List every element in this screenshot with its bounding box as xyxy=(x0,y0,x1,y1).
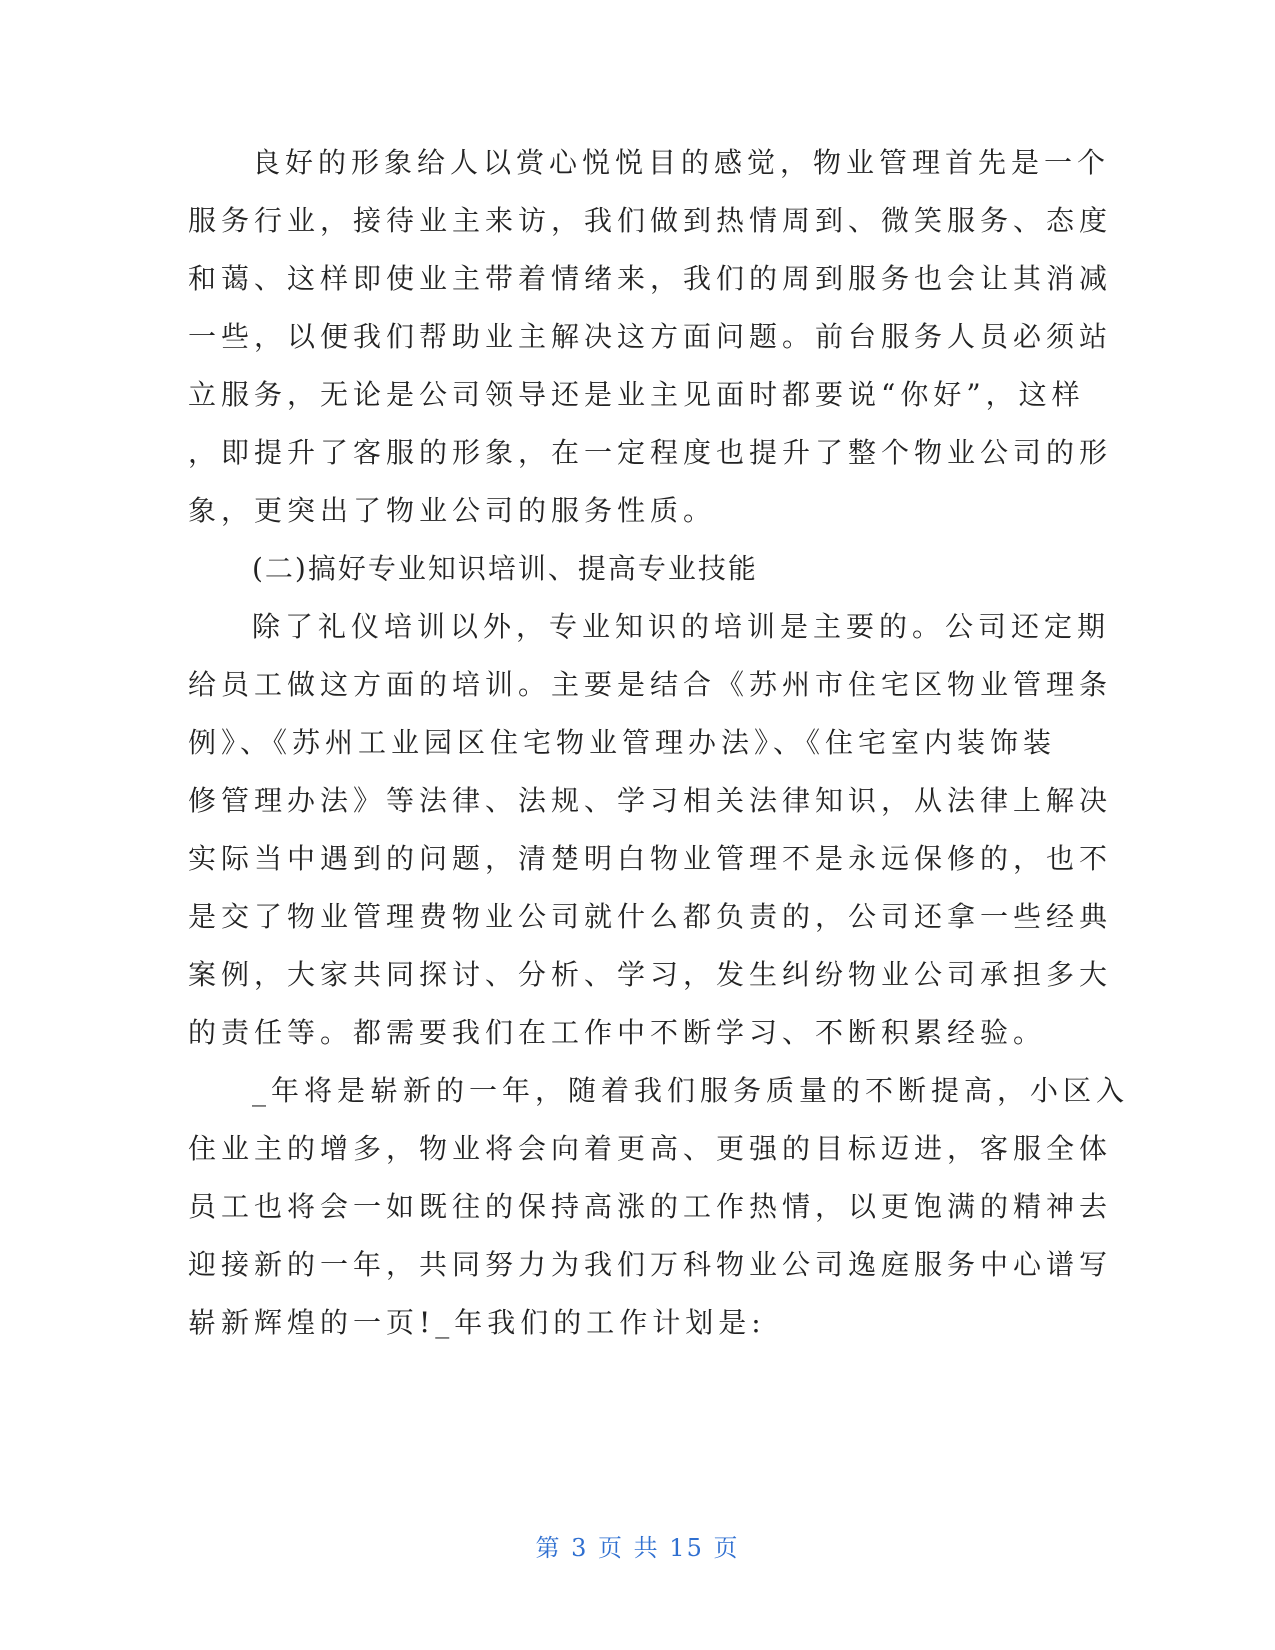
paragraph-1-line-4: 一些，以便我们帮助业主解决这方面问题。前台服务人员必须站 xyxy=(188,320,1113,353)
section-heading: (二)搞好专业知识培训、提高专业技能 xyxy=(252,552,758,585)
paragraph-3-line-4: 迎接新的一年，共同努力为我们万科物业公司逸庭服务中心谱写 xyxy=(188,1248,1113,1281)
paragraph-2-line-7: 案例，大家共同探讨、分析、学习，发生纠纷物业公司承担多大 xyxy=(188,958,1113,991)
paragraph-2-line-3: 例》、《苏州工业园区住宅物业管理办法》、《住宅室内装饰装 xyxy=(188,726,1057,759)
paragraph-1-line-2: 服务行业，接待业主来访，我们做到热情周到、微笑服务、态度 xyxy=(188,204,1113,237)
paragraph-2-line-5: 实际当中遇到的问题，清楚明白物业管理不是永远保修的，也不 xyxy=(188,842,1113,875)
paragraph-3-line-3: 员工也将会一如既往的保持高涨的工作热情，以更饱满的精神去 xyxy=(188,1190,1113,1223)
paragraph-1-line-5: 立服务，无论是公司领导还是业主见面时都要说“你好”，这样 xyxy=(188,378,1085,411)
page-footer xyxy=(0,1533,1275,1563)
paragraph-1-line-1: 良好的形象给人以赏心悦悦目的感觉，物业管理首先是一个 xyxy=(252,146,1111,179)
paragraph-2-line-4: 修管理办法》等法律、法规、学习相关法律知识，从法律上解决 xyxy=(188,784,1113,817)
paragraph-1-line-7: 象，更突出了物业公司的服务性质。 xyxy=(188,494,717,527)
paragraph-1-line-6: ，即提升了客服的形象，在一定程度也提升了整个物业公司的形 xyxy=(188,436,1113,469)
paragraph-3-line-1: _年将是崭新的一年，随着我们服务质量的不断提高，小区入 xyxy=(252,1074,1130,1107)
paragraph-3-line-5: 崭新辉煌的一页!_年我们的工作计划是: xyxy=(188,1306,766,1339)
page-number-label: 第 3 页 共 15 页 xyxy=(535,1534,740,1562)
paragraph-2-line-6: 是交了物业管理费物业公司就什么都负责的，公司还拿一些经典 xyxy=(188,900,1113,933)
paragraph-2-line-8: 的责任等。都需要我们在工作中不断学习、不断积累经验。 xyxy=(188,1016,1047,1049)
paragraph-2-line-2: 给员工做这方面的培训。主要是结合《苏州市住宅区物业管理条 xyxy=(188,668,1113,701)
paragraph-1-line-3: 和蔼、这样即使业主带着情绪来，我们的周到服务也会让其消减 xyxy=(188,262,1113,295)
paragraph-2-line-1: 除了礼仪培训以外，专业知识的培训是主要的。公司还定期 xyxy=(252,610,1111,643)
paragraph-3-line-2: 住业主的增多，物业将会向着更高、更强的目标迈进，客服全体 xyxy=(188,1132,1113,1165)
